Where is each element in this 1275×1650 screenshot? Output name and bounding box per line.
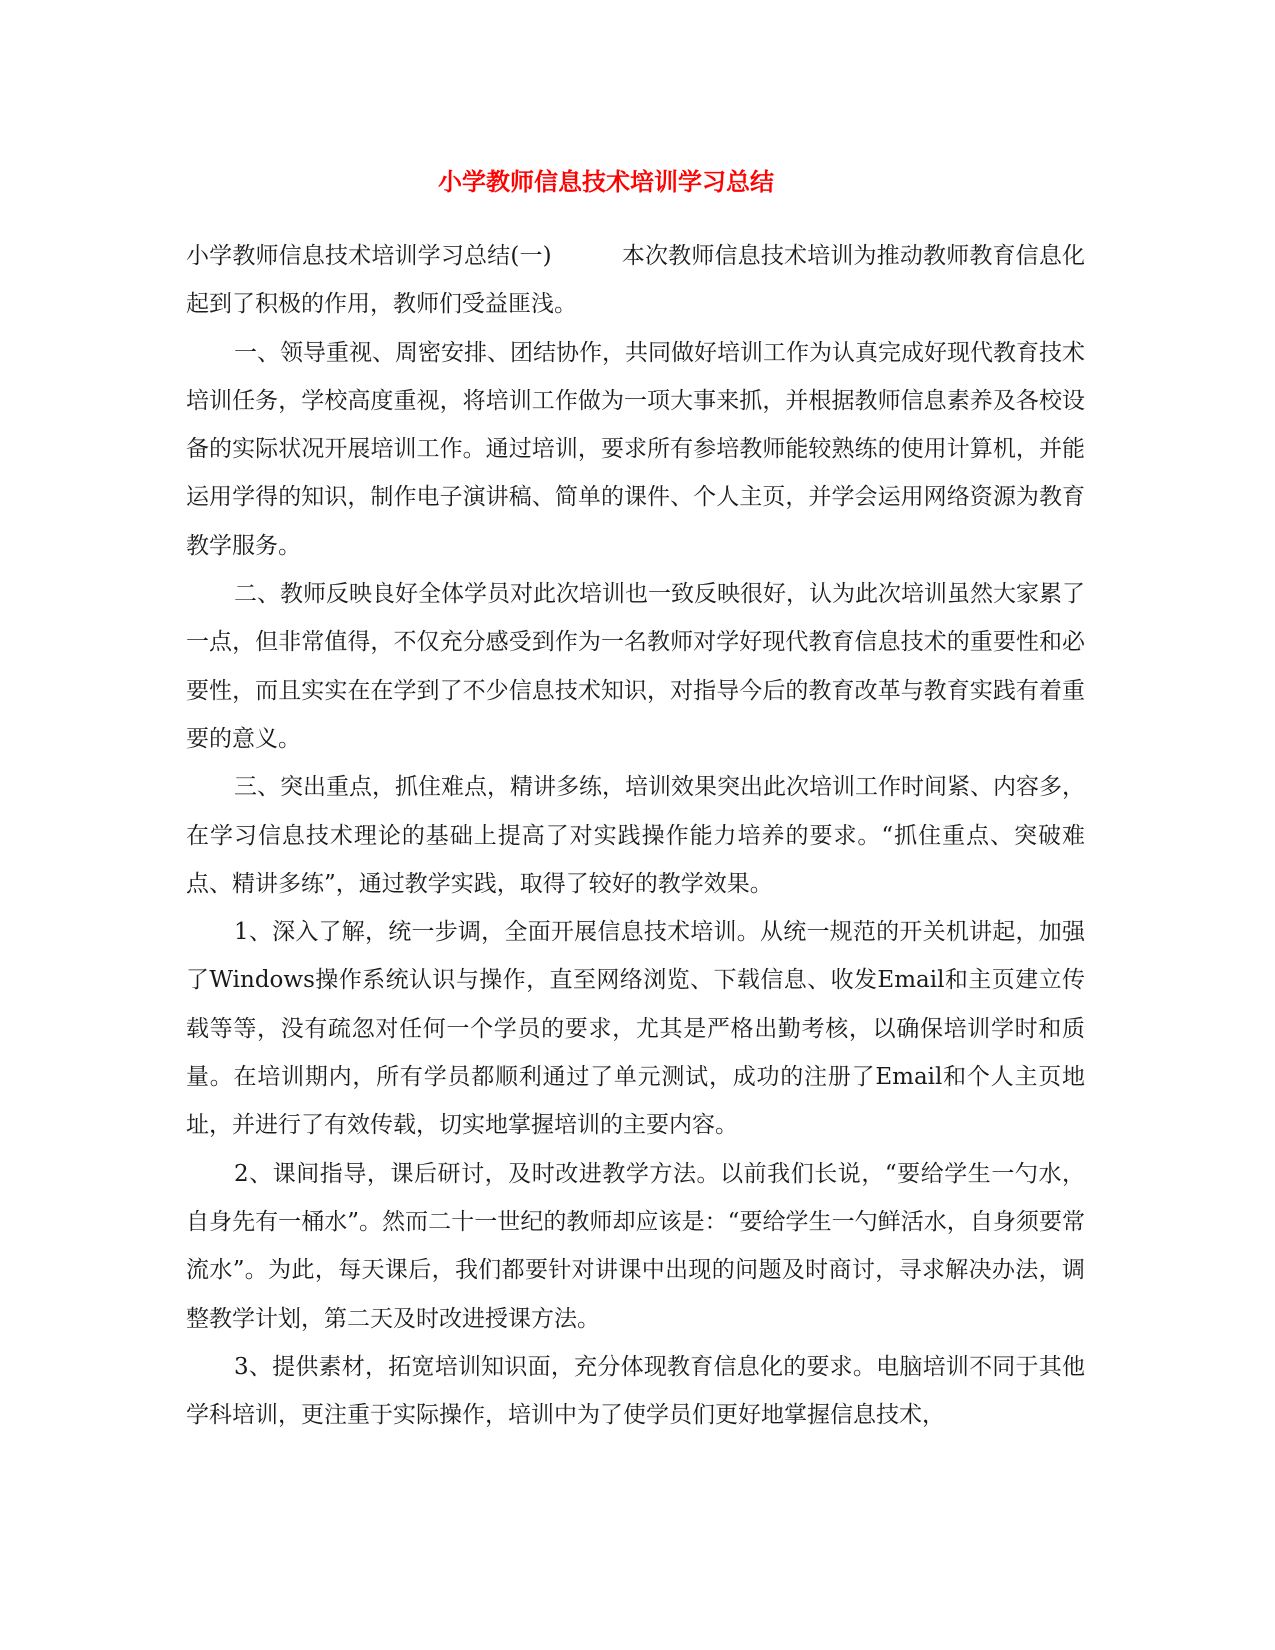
document-body <box>186 232 1085 1439</box>
paragraph-item-1: 1、深入了解，统一步调，全面开展信息技术培训。从统一规范的开关机讲起，加强了Windows操作系统认识与操作，直至网络浏览、下载信息、收发Email和主页建立传载等等，没有疏忽对任何一个学员的要求，尤其是严格出勤考核，以确保培训学时和质量。在培训期内，所有学员都顺利通过了单元测试，成功的注册了Email和个人主页地址，并进行了有效传载，切实地掌握培训的主要内容。 <box>186 919 1085 1139</box>
intro-label: 小学教师信息技术培训学习总结(一) <box>186 243 552 269</box>
intro-text: 本次教师信息技术培训为推动教师教育信息化起到了积极的作用，教师们受益匪浅。 <box>186 243 1085 318</box>
paragraph-section-3: 三、突出重点，抓住难点，精讲多练，培训效果突出此次培训工作时间紧、内容多，在学习信息技术理论的基础上提高了对实践操作能力培养的要求。“抓住重点、突破难点、精讲多练”，通过教学实践，取得了较好的教学效果。 <box>186 774 1085 897</box>
intro-paragraph <box>186 232 1085 329</box>
paragraph-item-2: 2、课间指导，课后研讨，及时改进教学方法。以前我们长说，“要给学生一勺水，自身先有一桶水”。然而二十一世纪的教师却应该是：“要给学生一勺鲜活水，自身须要常流水”。为此，每天课后，我们都要针对讲课中出现的问题及时商讨，寻求解决办法，调整教学计划，第二天及时改进授课方法。 <box>186 1160 1085 1332</box>
paragraph-item-3: 3、提供素材，拓宽培训知识面，充分体现教育信息化的要求。电脑培训不同于其他学科培训，更注重于实际操作，培训中为了使学员们更好地掌握信息技术， <box>186 1353 1085 1429</box>
paragraph-section-2: 二、教师反映良好全体学员对此次培训也一致反映很好，认为此次培训虽然大家累了一点，但非常值得，不仅充分感受到作为一名教师对学好现代教育信息技术的重要性和必要性，而且实实在在学到了不少信息技术知识，对指导今后的教育改革与教育实践有着重要的意义。 <box>186 581 1085 752</box>
document-title: 小学教师信息技术培训学习总结 <box>438 167 774 196</box>
paragraph-section-1: 一、领导重视、周密安排、团结协作，共同做好培训工作为认真完成好现代教育技术培训任务，学校高度重视，将培训工作做为一项大事来抓，并根据教师信息素养及各校设备的实际状况开展培训工作。通过培训，要求所有参培教师能较熟练的使用计算机，并能运用学得的知识，制作电子演讲稿、简单的课件、个人主页，并学会运用网络资源为教育教学服务。 <box>186 339 1085 559</box>
